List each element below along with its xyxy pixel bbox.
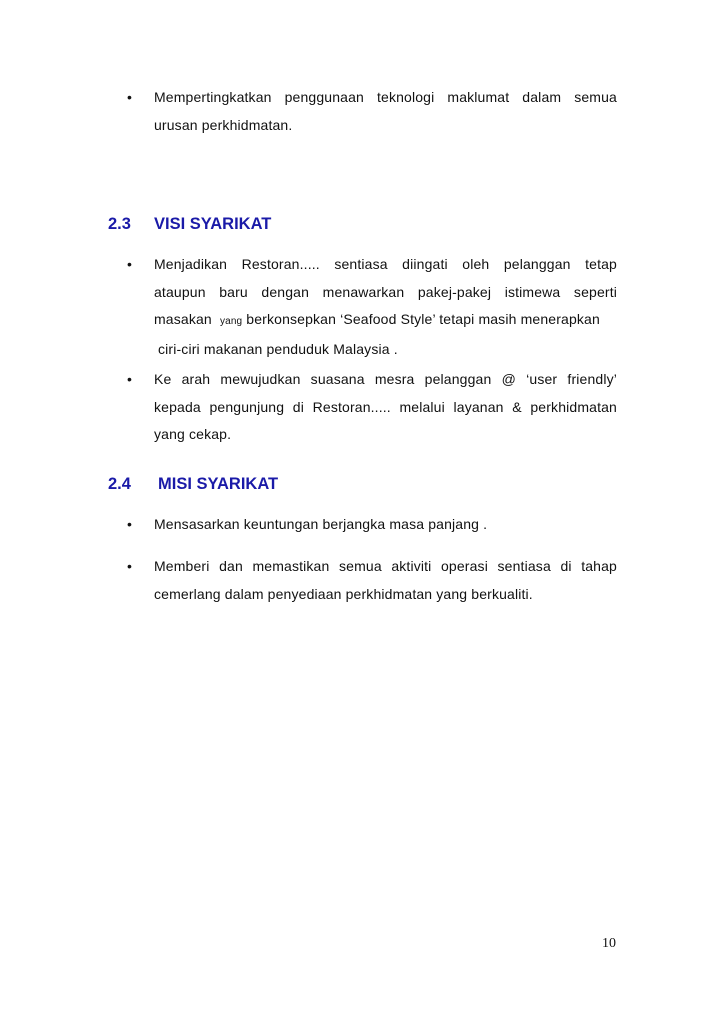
list-item (127, 553, 617, 608)
text-fragment: berkonsepkan ‘Seafood Style’ tetapi masih menerapkan (246, 311, 600, 327)
page-number: 10 (602, 936, 616, 951)
text-line: yang cekap. (154, 426, 232, 442)
list-item (127, 366, 617, 449)
text-line: Menjadikan Restoran..... sentiasa diingati oleh pelanggan tetap (154, 256, 617, 272)
section-title: MISI SYARIKAT (158, 475, 279, 493)
bullet-icon: • (127, 89, 132, 105)
text-line: Mempertingkatkan penggunaan teknologi maklumat dalam semua (154, 89, 617, 105)
list-item-text (154, 366, 617, 449)
text-line: Mensasarkan keuntungan berjangka masa panjang . (154, 516, 488, 532)
list-item-text (154, 553, 617, 608)
text-fragment: masakan (154, 311, 212, 327)
list-item (127, 84, 617, 139)
list-item-text (154, 84, 617, 139)
list-item-text (154, 511, 617, 539)
bullet-icon: • (127, 516, 132, 532)
text-line: ciri-ciri makanan penduduk Malaysia . (158, 340, 398, 357)
section-title: VISI SYARIKAT (154, 215, 272, 233)
bullet-icon: • (127, 371, 132, 387)
text-line: Ke arah mewujudkan suasana mesra pelanggan @ ‘user friendly’ (154, 371, 617, 387)
text-line (154, 306, 617, 336)
text-line: ataupun baru dengan menawarkan pakej-pakej istimewa seperti (154, 283, 617, 300)
section-number: 2.4 (108, 475, 131, 493)
text-line: urusan perkhidmatan. (154, 116, 293, 133)
text-line: kepada pengunjung di Restoran..... melalui layanan & perkhidmatan (154, 398, 617, 415)
text-fragment-small: yang (219, 316, 243, 327)
list-item-text (154, 251, 617, 363)
bullet-icon: • (127, 256, 132, 272)
list-item (127, 251, 617, 363)
text-line: Memberi dan memastikan semua aktiviti operasi sentiasa di tahap (154, 558, 617, 574)
bullet-icon: • (127, 558, 132, 574)
section-number: 2.3 (108, 215, 131, 233)
text-line: cemerlang dalam penyediaan perkhidmatan yang berkualiti. (154, 585, 533, 602)
list-item (127, 511, 617, 539)
